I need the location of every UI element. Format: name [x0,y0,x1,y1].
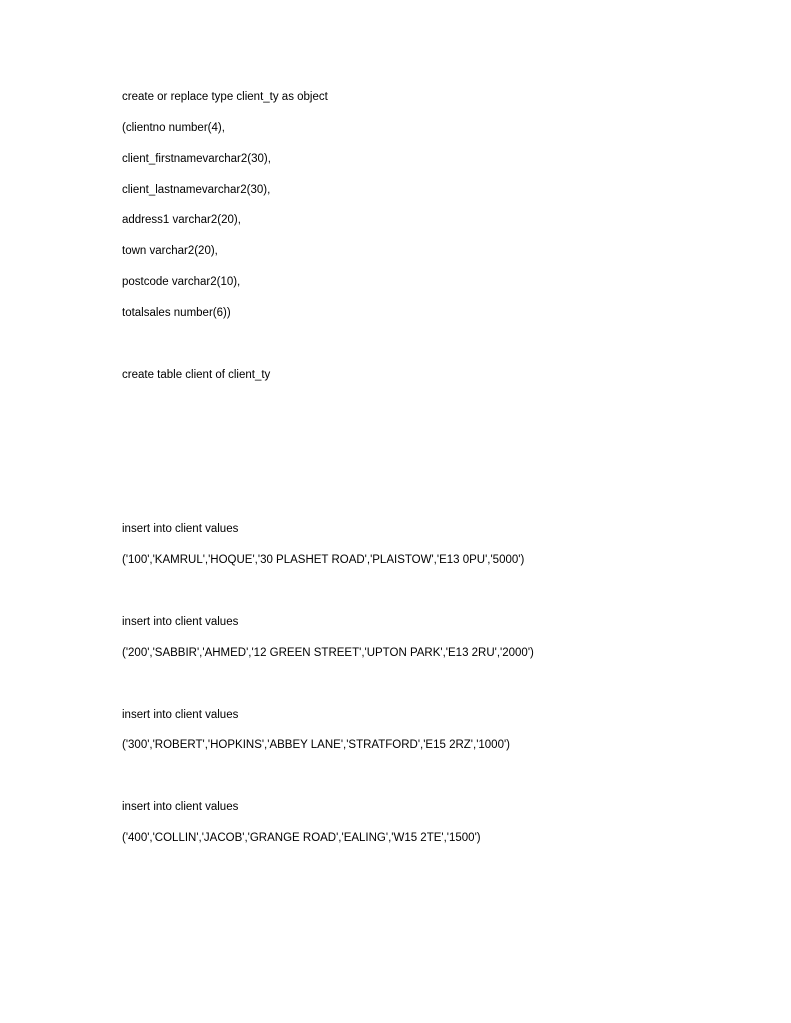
type-definition-line: address1 varchar2(20), [122,214,241,226]
type-definition-line: postcode varchar2(10), [122,276,241,288]
type-definition-line: create or replace type client_ty as object [122,91,328,103]
insert-statement: insert into client values [122,616,239,628]
insert-values: ('100','KAMRUL','HOQUE','30 PLASHET ROAD','PLAISTOW','E13 0PU','5000') [122,554,525,566]
insert-statement: insert into client values [122,801,239,813]
insert-values: ('400','COLLIN','JACOB','GRANGE ROAD','EALING','W15 2TE','1500') [122,832,481,844]
insert-statement: insert into client values [122,523,239,535]
type-definition-line: client_lastnamevarchar2(30), [122,184,271,196]
insert-values: ('200','SABBIR','AHMED','12 GREEN STREET','UPTON PARK','E13 2RU','2000') [122,647,534,659]
type-definition-line: totalsales number(6)) [122,307,231,319]
type-definition-line: town varchar2(20), [122,245,218,257]
type-definition-line: client_firstnamevarchar2(30), [122,153,271,165]
insert-statement: insert into client values [122,709,239,721]
insert-values: ('300','ROBERT','HOPKINS','ABBEY LANE','STRATFORD','E15 2RZ','1000') [122,739,510,751]
type-definition-line: (clientno number(4), [122,122,225,134]
create-table-statement: create table client of client_ty [122,369,271,381]
